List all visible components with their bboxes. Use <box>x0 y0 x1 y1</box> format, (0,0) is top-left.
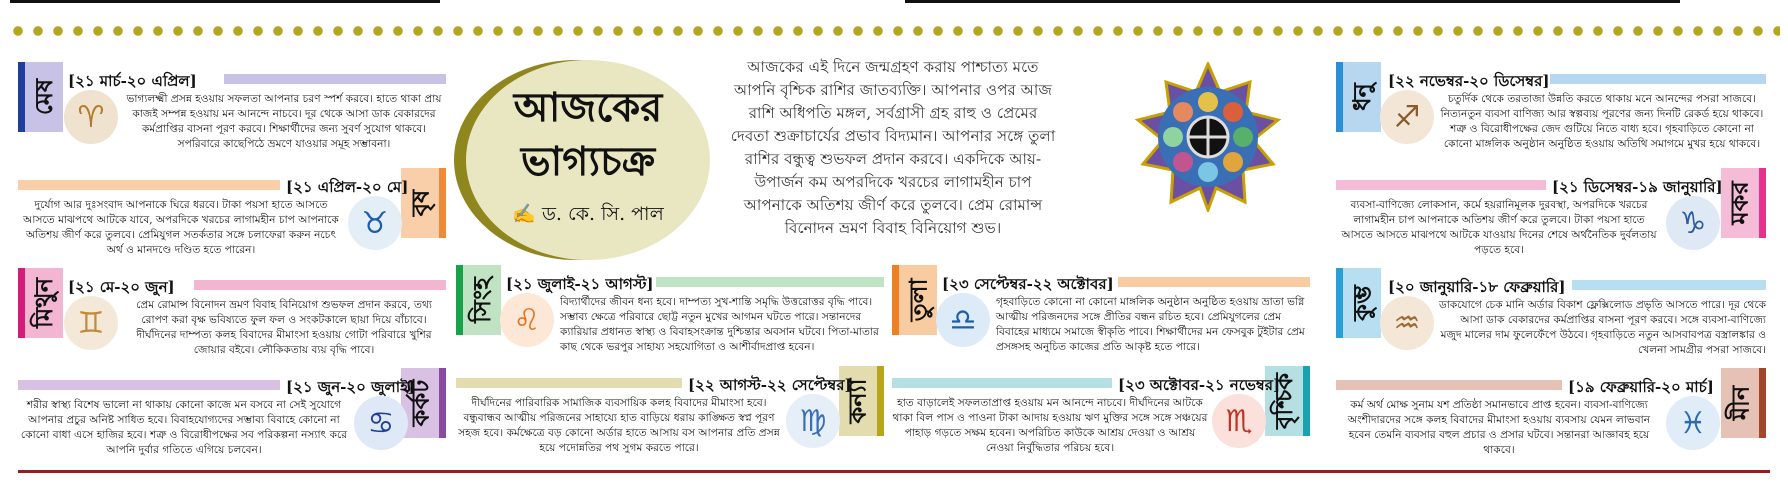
sign-brisha <box>18 168 446 264</box>
forecast-text: কর্ম অর্থ মোক্ষ সুনাম যশ প্রতিষ্ঠা সমানভাবে প্রাপ্ত হবেন। ব্যবসা-বাণিজ্যে অংশীদারদের সঙ্গে কলহ বিবাদের মীমাংসা হওয়ায় ব্যবসায় যেমন লাভবান হবেন তেমনি ব্যবসার বহুল প্রচার ও প্রসার ঘটবে। সন্তানরা আজ্ঞাবহ হয়ে থাকবে। <box>1347 399 1651 456</box>
sign-name-tab: কন্যা <box>839 366 884 436</box>
lion-icon: ♌ <box>500 293 554 347</box>
color-bar <box>18 180 280 190</box>
forecast-text: চতুর্দিক থেকে তরতাজা উন্নতি করতে থাকায় মনে আনন্দের পসরা সাজবে। নিত্যনতুন ব্যবসা বাণিজ্য আর স্বল্পব্যয় পূরণের জন্য দিনটি রেকর্ড হয়ে থাকবে। শত্রু ও বিরোধীপক্ষের জেদ গুটিয়ে নিতে বাধ্য হবে। গৃহবাড়িতে কোনো না কোনো মাঙ্গলিক অনুষ্ঠান অনুষ্ঠিত হওয়ায় অতিথি সমাগমে মুখর হয়ে থাকবে। <box>1440 93 1764 150</box>
virgo-icon: ♍ <box>786 394 840 448</box>
birthday-intro-text: আজকের এই দিনে জন্মগ্রহণ করায় পাশ্চাত্য মতে আপনি বৃশ্চিক রাশির জাতব্যক্তি। আপনার ওপর আজ রাশি অধিপতি মঙ্গল, সর্বগ্রাসী গ্রহ রাহু ও প্রেমের দেবতা শুক্রাচার্যের প্রভাব বিদ্যমান। আপনার সঙ্গে তুলা রাশির বন্ধুত্ব শুভফল প্রদান করবে। একদিকে আয়-উপার্জন কম অপরদিকে খরচের লাগামহীন চাপ আপনাকে অতিশয় জীর্ণ করে তুলবে। প্রেম রোমান্স বিনোদন ভ্রমণ বিবাহ বিনিয়োগ শুভ। <box>730 58 1056 237</box>
bull-icon: ♉ <box>348 196 402 250</box>
forecast-text: ডাকযোগে চেক মানি অর্ডার বিকাশ ফ্লেক্সিলোড প্রভৃতি আসতে পারে। দূর থেকে আসা ডাক বেকারদের কর্মপ্রাপ্তির বাসনা পূরণ করবে। সঙ্গে ব্যবসা-বাণিজ্যে মজুদ মালের দাম ফুলেফেঁপে উঠবে। গৃহবাড়িতে নতুন আসবাবপত্র বস্ত্রালঙ্কার ও খেলনা সামগ্রীর পসরা সাজবে। <box>1438 299 1766 356</box>
forecast-text: দীর্ঘদিনের পারিবারিক সামাজিক ব্যবসায়িক কলহ বিবাদের মীমাংসা হবে। বন্ধুবান্ধব আত্মীয় পরিজনের সাহায্যে হাত বাড়িয়ে ধরায় কাঙ্ক্ষিত স্বপ্ন পূরণ সহজ হবে। কর্মক্ষেত্রে বড় কোনো অর্ডার হাতে আসায় বস আপনার প্রতি প্রসন্ন হয়ে পদোন্নতির পথ সুগম করতে পারে। <box>458 397 780 454</box>
bottom-rule <box>18 470 1770 473</box>
top-rule-right <box>905 0 1680 3</box>
author-name: ড. কে. সি. পাল <box>541 203 664 225</box>
gemini-icon: ♊ <box>64 296 118 350</box>
date-range: [২১ মে-২০ জুন] <box>68 278 175 296</box>
sign-kanya <box>456 366 884 462</box>
page-title-line1: আজকের <box>513 84 663 131</box>
date-range: [২১ জুলাই-২১ আগস্ট] <box>506 275 654 293</box>
dotted-border <box>8 24 1780 38</box>
water-bearer-icon: ♒ <box>1380 296 1434 350</box>
color-bar <box>892 378 1112 388</box>
forecast-text: প্রেম রোমান্স বিনোদন ভ্রমণ বিবাহ বিনিয়োগ শুভফল প্রদান করবে, তথ্য রোপণ করা বৃক্ষ ভবিষ্যতে ফুল ফল ও সংকটকালে ছায়া দিয়ে বাঁচাবে। দীর্ঘদিনের দাম্পত্য কলহ বিবাদের মীমাংসা হওয়ায় গোটা পরিবারে খুশির জোয়ার বইবে। লৌকিকতায় ব্যয় বৃদ্ধি পাবে। <box>136 299 432 356</box>
title-medallion <box>466 60 710 260</box>
scorpion-icon: ♏ <box>1212 394 1266 448</box>
fish-icon: ♓ <box>1666 396 1720 450</box>
sign-mesh <box>18 62 446 158</box>
pen-icon: ✍ <box>512 203 542 225</box>
author-byline <box>466 200 710 232</box>
forecast-text: শরীর স্বাস্থ্য বিশেষ ভালো না থাকায় কোনো কাজে মন বসবে না সেই সুযোগে আপনার প্রচুর অনিষ্ট সাধিত হবে। বিবাহযোগ্যদের সম্ভাব্য বিবাহে কোনো না কোনো বাধা এসে হাজির হবে। শত্রু ও বিরোধীপক্ষের সব পরিকল্পনা নস্যাৎ করে আপনি দুর্বার গতিতে এগিয়ে চলবেন। <box>20 399 348 456</box>
scales-icon: ♎ <box>936 293 990 347</box>
color-bar <box>1336 380 1562 390</box>
goat-icon: ♑ <box>1666 196 1720 250</box>
color-bar <box>224 74 446 84</box>
sign-dhanu <box>1336 62 1766 158</box>
sign-name-tab: কুম্ভ <box>1336 268 1381 338</box>
date-range: [২১ এপ্রিল-২০ মে] <box>286 178 409 196</box>
date-range: [২২ নভেম্বর-২০ ডিসেম্বর] <box>1388 72 1550 90</box>
sign-name-tab: তুলা <box>892 265 937 335</box>
archer-icon: ♐ <box>1380 90 1434 144</box>
color-bar <box>18 380 280 390</box>
sign-name-tab: মিথুন <box>18 268 63 338</box>
sign-name-tab: কর্কট <box>401 368 446 438</box>
crab-icon: ♋ <box>354 396 408 450</box>
sign-name-tab: মকর <box>1721 168 1766 238</box>
color-bar <box>1118 277 1310 287</box>
sign-kumbha <box>1336 268 1766 364</box>
forecast-text: ব্যবসা-বাণিজ্যে লোকসান, কর্মে হয়রানিমূলক দুরবস্থা, অপরদিকে খরচের লাগামহীন চাপ আপনাকে অতিশয় জীর্ণ করে তুলবে। টাকা পয়সা হাতে আসতে আসতে মাঝপথে আটকে যাওয়ায় দিনের শেষে অর্থনৈতিক দুর্বলতায় পড়তে হবে। <box>1341 199 1657 256</box>
sign-karkat <box>18 368 446 464</box>
sign-mithun <box>18 268 446 364</box>
sign-name-tab: বৃশ্চিক <box>1265 366 1310 436</box>
sign-meen <box>1336 368 1766 464</box>
sign-name-tab: সিংহ <box>456 265 501 335</box>
forecast-text: ভাগ্যলক্ষ্মী প্রসন্ন হওয়ায় সফলতা আপনার চরণ স্পর্শ করবে। হাতে থাকা প্রায় কাজই সম্পন্ন হওয়ায় মন আনন্দে নাচবে। দূর থেকে আসা ডাক বেকারদের কর্মপ্রাপ্তির বাসনা পূরণ করবে। শিক্ষার্থীদের জন্য সুবর্ণ সুযোগ থাকবে। সপরিবারে কাছেপিঠে ভ্রমণে যাওয়ার সমূহ সম্ভাবনা। <box>126 93 442 150</box>
sign-name-tab: মেষ <box>18 62 63 132</box>
date-range: [২২ আগস্ট-২২ সেপ্টেম্বর] <box>688 376 852 394</box>
ram-icon: ♈ <box>64 90 118 144</box>
color-bar <box>1336 180 1546 190</box>
sign-tula <box>892 265 1310 361</box>
color-bar <box>456 378 682 388</box>
date-range: [১৯ ফেব্রুয়ারি-২০ মার্চ] <box>1568 378 1714 396</box>
top-rule-left <box>10 0 440 3</box>
sign-brishchik <box>892 366 1310 462</box>
forecast-text: গৃহবাড়িতে কোনো না কোনো মাঙ্গলিক অনুষ্ঠান অনুষ্ঠিত হওয়ায় ভ্রাতা ভগ্নি আত্মীয় পরিজনদের সঙ্গে প্রীতির বন্ধন রচিত হবে। প্রেমিযুগলের প্রেম বিবাহের মাধ্যমে সমাজে স্বীকৃতি পাবে। শিক্ষার্থীদের মন ফেসবুক টুইটার প্রেম প্রসঙ্গসহ অনুচিত কাজের প্রতি আকৃষ্ট হতে পারে। <box>996 296 1305 353</box>
forecast-text: হাত বাড়ালেই সফলতাপ্রাপ্ত হওয়ায় মন আনন্দে নাচবে। দীর্ঘদিনের আটকে থাকা বিল পাস ও পাওনা টাকা আদায় হওয়ায় ঋণ মুক্তির সঙ্গে সঙ্গে সঞ্চয়ের পাহাড় গড়তে সক্ষম হবেন। অপরিচিত কাউকে আশ্রয় দেওয়া ও আশ্রয় নেওয়া নির্বুদ্ধিতার পরিচয় হবে। <box>892 397 1208 454</box>
color-bar <box>1550 74 1766 84</box>
date-range: [২১ জুন-২০ জুলাই] <box>286 378 415 396</box>
date-range: [২১ ডিসেম্বর-১৯ জানুয়ারি] <box>1552 178 1723 196</box>
date-range: [২০ জানুয়ারি-১৮ ফেব্রুয়ারি] <box>1388 278 1566 296</box>
sign-name-tab: মীন <box>1721 368 1766 438</box>
forecast-text: বিদ্যার্থীদের জীবন ধন্য হবে। দাম্পত্য সুখ-শান্তি সমৃদ্ধি উত্তরোত্তর বৃদ্ধি পাবে। সম্ভাব্য ক্ষেত্রে পরিবারে ছোট্ট নতুন মুখের আগমন ঘটতে পারে। সন্তানদের ক্যারিয়ার প্রধানত স্বাস্থ্য ও বিবাহসংক্রান্ত দুশ্চিন্তার অবসান ঘটবে। পিতা-মাতার কাছ থেকে ভরপুর সাহায্য সহযোগিতা ও আশীর্বাদপ্রাপ্ত হবেন। <box>560 296 879 353</box>
date-range: [২১ মার্চ-২০ এপ্রিল] <box>68 72 197 90</box>
sign-makar <box>1336 168 1766 264</box>
color-bar <box>1572 280 1766 290</box>
sign-name-tab: বৃষ <box>401 168 446 238</box>
date-range: [২৩ অক্টোবর-২১ নভেম্বর] <box>1118 376 1281 394</box>
zodiac-wheel-icon <box>1133 62 1283 212</box>
sign-singha <box>456 265 884 361</box>
color-bar <box>194 280 446 290</box>
color-bar <box>656 277 884 287</box>
date-range: [২৩ সেপ্টেম্বর-২২ অক্টোবর] <box>942 275 1114 293</box>
forecast-text: দুর্যোগ আর দুঃসংবাদ আপনাকে ঘিরে ধরবে। টাকা পয়সা হাতে আসতে আসতে মাঝপথে আটকে যাবে, অপরদিকে খরচের লাগামহীন চাপ আপনাকে অতিশয় জীর্ণ করে তুলবে। প্রেমিযুগল সতর্কতার সঙ্গে চলাফেরা করুন নচেৎ অর্থ ও মানদণ্ডে দণ্ডিত হতে পারেন। <box>23 199 339 256</box>
page-title-line2: ভাগ্যচক্র <box>520 138 656 185</box>
sign-name-tab: ধনু <box>1336 62 1381 132</box>
